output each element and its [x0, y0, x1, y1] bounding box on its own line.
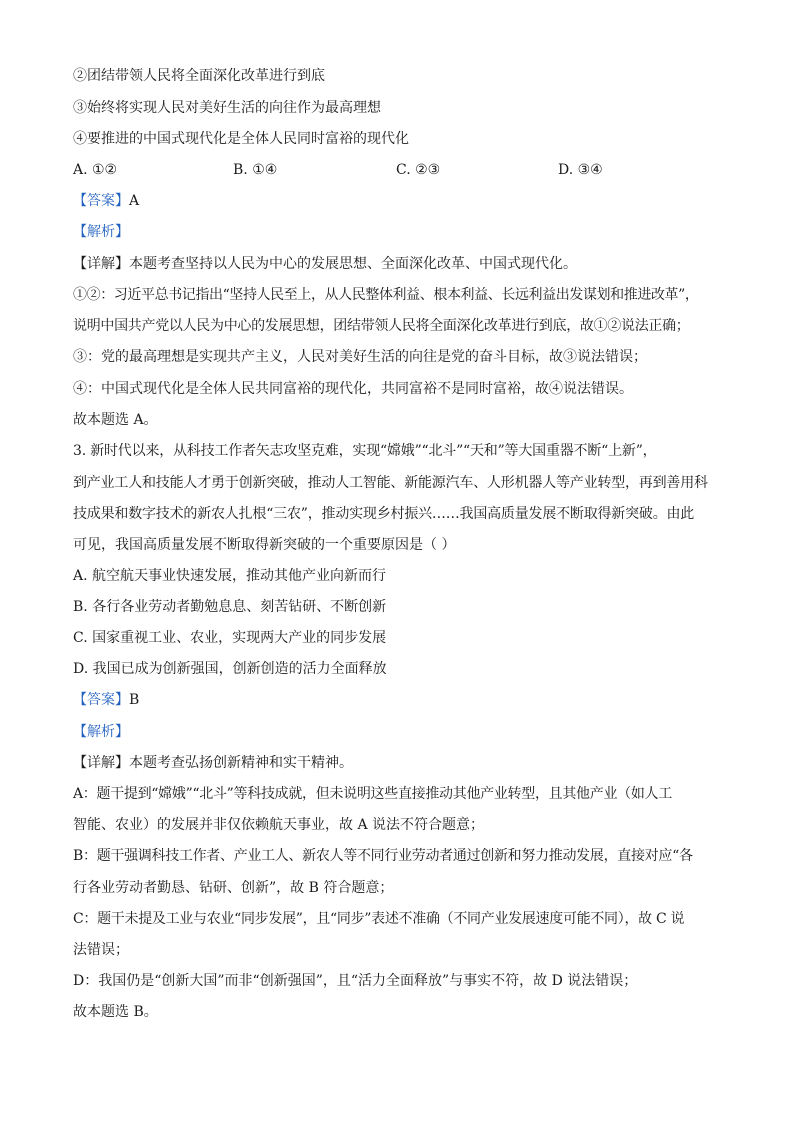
answer-label: 【答案】 — [73, 692, 129, 708]
q3-answer — [73, 690, 723, 710]
q3-stem-line: 到产业工人和技能人才勇于创新突破，推动人工智能、新能源汽车、人形机器人等产业转型，再到善用科 — [73, 475, 708, 491]
answer-value: A — [129, 193, 140, 209]
q3-choice-d: D. 我国已成为创新强国，创新创造的活力全面释放 — [73, 661, 387, 677]
q2-option-4: ④要推进的中国式现代化是全体人民同时富裕的现代化 — [73, 131, 409, 147]
q3-detail-line: C：题干未提及工业与农业“同步发展”，且“同步”表述不准确（不同产业发展速度可能不同），故 C 说 — [73, 911, 685, 927]
answer-value: B — [129, 692, 140, 708]
q2-choice-c: C. ②③ — [396, 162, 441, 178]
q3-detail-line: B：题干强调科技工作者、产业工人、新农人等不同行业劳动者通过创新和努力推动发展，直接对应“各 — [73, 848, 693, 864]
q2-detail-line: 【详解】本题考查坚持以人民为中心的发展思想、全面深化改革、中国式现代化。 — [73, 256, 577, 272]
q2-detail-line: ③：党的最高理想是实现共产主义，人民对美好生活的向往是党的奋斗目标，故③说法错误； — [73, 349, 647, 365]
q3-choice-c: C. 国家重视工业、农业，实现两大产业的同步发展 — [73, 630, 387, 646]
q2-answer — [73, 191, 723, 211]
q2-choice-d: D. ③④ — [558, 162, 603, 178]
q2-analysis-label: 【解析】 — [73, 224, 129, 240]
q2-detail-line: 故本题选 A。 — [73, 412, 158, 428]
q2-option-2: ②团结带领人民将全面深化改革进行到底 — [73, 68, 325, 84]
q3-choice-b: B. 各行各业劳动者勤勉息息、刻苦钻研、不断创新 — [73, 599, 387, 615]
q3-detail-line: 故本题选 B。 — [73, 1004, 158, 1020]
q3-detail-line: 法错误； — [73, 942, 129, 958]
q2-detail-line: ①②：习近平总书记指出“坚持人民至上，从人民整体利益、根本利益、长远利益出发谋划和推进改革”， — [73, 287, 699, 303]
q3-detail-line: 行各业劳动者勤恳、钻研、创新”，故 B 符合题意； — [73, 880, 394, 896]
q2-option-3: ③始终将实现人民对美好生活的向往作为最高理想 — [73, 100, 381, 116]
q2-choices — [73, 160, 723, 180]
q2-choice-a: A. ①② — [73, 162, 118, 178]
q3-analysis-label: 【解析】 — [73, 724, 129, 740]
q3-detail-line: 【详解】本题考查弘扬创新精神和实干精神。 — [73, 755, 353, 771]
q2-detail-line: ④：中国式现代化是全体人民共同富裕的现代化，共同富裕不是同时富裕，故④说法错误。 — [73, 381, 633, 397]
q3-stem-line: 3. 新时代以来，从科技工作者矢志攻坚克难，实现“嫦娥”“北斗”“天和”等大国重器不断“上新”， — [73, 443, 657, 459]
q3-choice-a: A. 航空航天事业快速发展，推动其他产业向新而行 — [73, 568, 387, 584]
q3-detail-line: A：题干提到“嫦娥”“北斗”等科技成就，但未说明这些直接推动其他产业转型，且其他产业（如人工 — [73, 786, 672, 802]
q3-stem-line: 技成果和数字技术的新农人扎根“三农”，推动实现乡村振兴……我国高质量发展不断取得新突破。由此 — [73, 506, 695, 522]
q2-detail-line: 说明中国共产党以人民为中心的发展思想，团结带领人民将全面深化改革进行到底，故①②说法正确； — [73, 318, 690, 334]
q2-choice-b: B. ①④ — [233, 162, 278, 178]
q3-detail-line: D：我国仍是“创新大国”而非“创新强国”，且“活力全面释放”与事实不符，故 D 说法错误； — [73, 973, 638, 989]
q3-stem-line: 可见，我国高质量发展不断取得新突破的一个重要原因是（ ） — [73, 537, 456, 553]
q3-detail-line: 智能、农业）的发展并非仅依赖航天事业，故 A 说法不符合题意； — [73, 817, 485, 833]
answer-label: 【答案】 — [73, 193, 129, 209]
